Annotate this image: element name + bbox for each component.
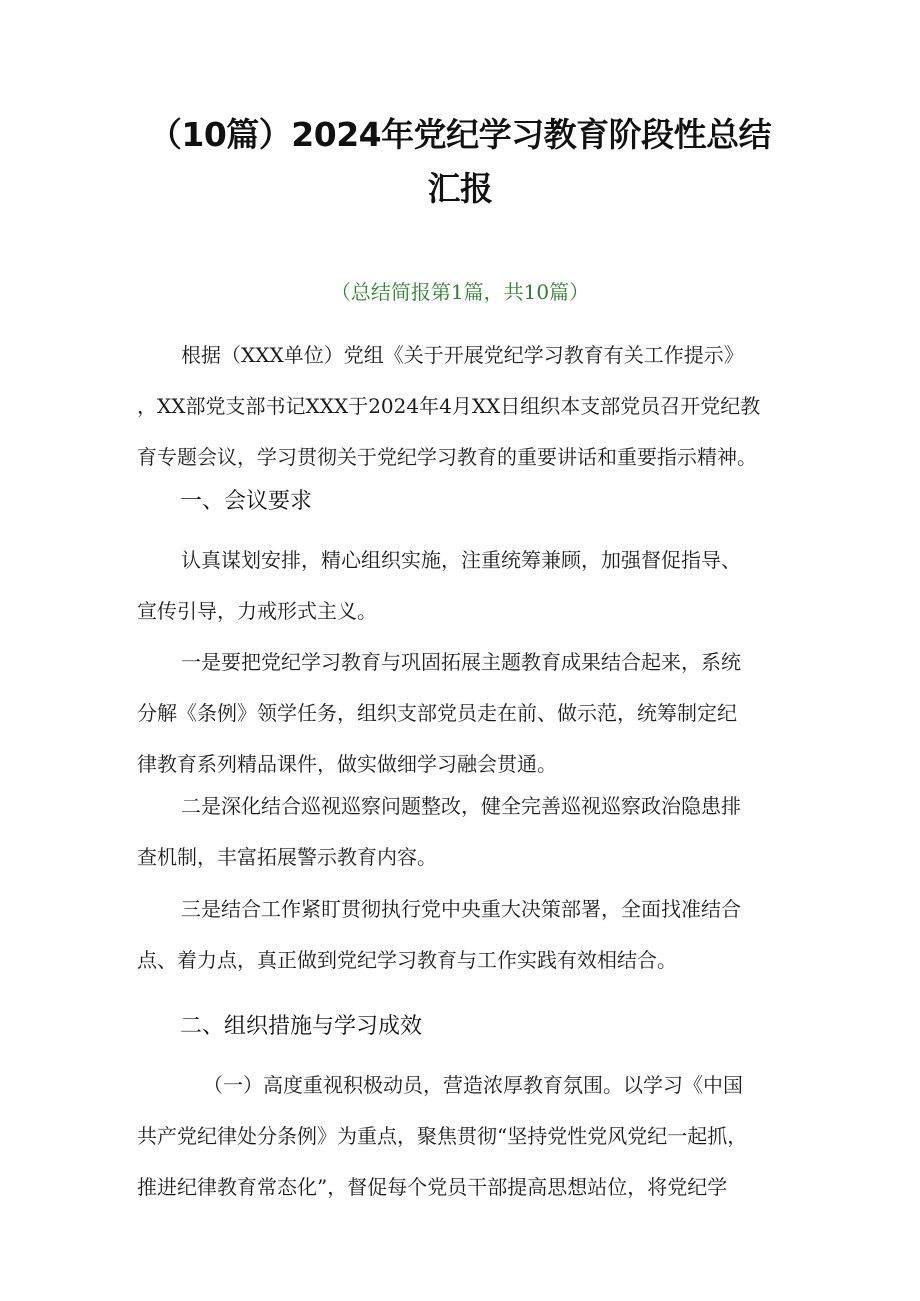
paragraph-1 xyxy=(137,535,791,637)
paragraph-line: （一）高度重视积极动员，营造浓厚教育氛围。以学习《中国 xyxy=(203,1073,743,1097)
section-heading-1: 一、会议要求 xyxy=(180,489,313,514)
paragraph-line: 宣传引导，力戒形式主义。 xyxy=(137,599,377,623)
intro-paragraph xyxy=(137,330,791,483)
paragraph-line: 查机制，丰富拓展警示教育内容。 xyxy=(137,845,437,869)
paragraph-line: 律教育系列精品课件，做实做细学习融会贯通。 xyxy=(137,752,557,776)
document-subtitle: （总结简报第1篇，共10篇） xyxy=(330,280,590,304)
paragraph-line: 推进纪律教育常态化”，督促每个党员干部提高思想站位，将党纪学 xyxy=(137,1175,728,1199)
section-heading-2: 二、组织措施与学习成效 xyxy=(180,1014,423,1039)
paragraph-3 xyxy=(137,781,791,883)
document-title xyxy=(90,108,830,216)
title-line-2: 汇报 xyxy=(427,169,493,208)
paragraph-line: 育专题会议，学习贯彻关于党纪学习教育的重要讲话和重要指示精神。 xyxy=(137,445,757,469)
paragraph-4 xyxy=(137,884,791,986)
paragraph-line: 分解《条例》领学任务，组织支部党员走在前、做示范，统筹制定纪 xyxy=(137,701,737,725)
paragraph-5 xyxy=(137,1060,791,1213)
paragraph-line: 共产党纪律处分条例》为重点，聚焦贯彻“坚持党性党风党纪一起抓， xyxy=(137,1124,748,1148)
paragraph-line: 点、着力点，真正做到党纪学习教育与工作实践有效相结合。 xyxy=(137,948,677,972)
paragraph-line: 一是要把党纪学习教育与巩固拓展主题教育成果结合起来，系统 xyxy=(181,650,741,674)
title-line-1: （10篇）2024年党纪学习教育阶段性总结 xyxy=(148,115,772,154)
paragraph-line: 三是结合工作紧盯贯彻执行党中央重大决策部署，全面找准结合 xyxy=(181,897,741,921)
paragraph-line: ，XX部党支部书记XXX于2024年4月XX日组织本支部党员召开党纪教 xyxy=(137,394,761,418)
paragraph-line: 二是深化结合巡视巡察问题整改，健全完善巡视巡察政治隐患排 xyxy=(181,794,741,818)
paragraph-2 xyxy=(137,637,791,790)
paragraph-line: 根据（XXX单位）党组《关于开展党纪学习教育有关工作提示》 xyxy=(181,343,744,367)
paragraph-line: 认真谋划安排，精心组织实施，注重统筹兼顾，加强督促指导、 xyxy=(181,548,741,572)
